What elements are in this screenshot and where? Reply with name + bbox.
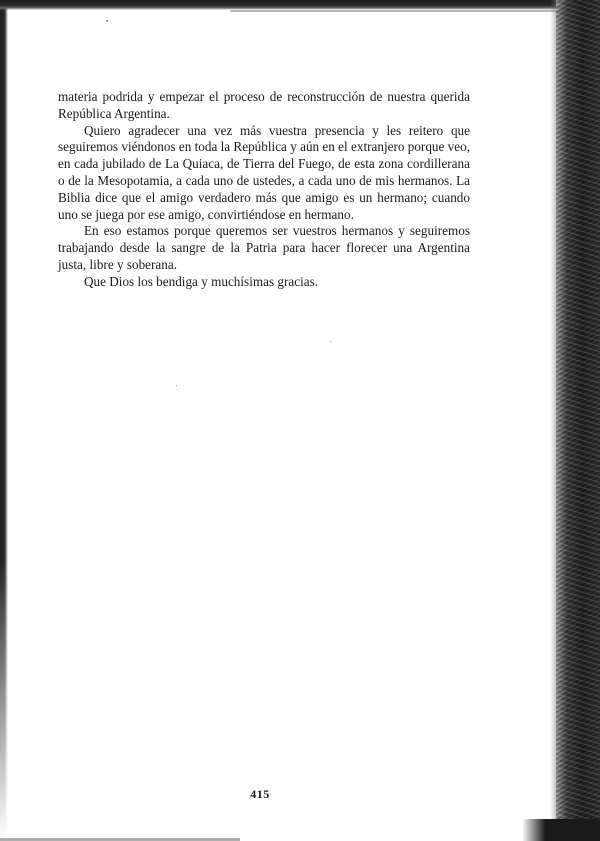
scan-speck	[330, 341, 331, 342]
scan-top-edge	[0, 0, 560, 10]
paragraph: En eso estamos porque queremos ser vuestros hermanos y seguiremos trabajando desde la sangre de la Patria para hacer florecer una Argentina justa, libre y soberana.	[58, 223, 470, 272]
page-number: 415	[250, 787, 270, 801]
scan-top-edge-line	[230, 10, 560, 12]
paragraph: Que Dios los bendiga y muchísimas gracias.	[84, 273, 319, 289]
document-body	[58, 89, 470, 291]
scan-right-edge	[556, 0, 600, 841]
scan-speck	[176, 385, 177, 386]
paragraph: Quiero agradecer una vez más vuestra presencia y les reitero que seguiremos viéndonos en toda la República y aún en el extranjero porque veo, en cada jubilado de La Quiaca, de Tierra del Fuego, de esta zona cordillerana o de la Mesopotamia, a cada uno de ustedes, a cada uno de mis hermanos. La Biblia dice que el amigo verdadero más que amigo es un hermano; cuando uno se juega por ese amigo, convirtiéndose en hermano.	[58, 122, 470, 222]
scan-speck	[106, 20, 108, 22]
paragraph: materia podrida y empezar el proceso de reconstrucción de nuestra querida República Argentina.	[58, 89, 470, 121]
scan-bottom-right-corner	[522, 819, 600, 841]
